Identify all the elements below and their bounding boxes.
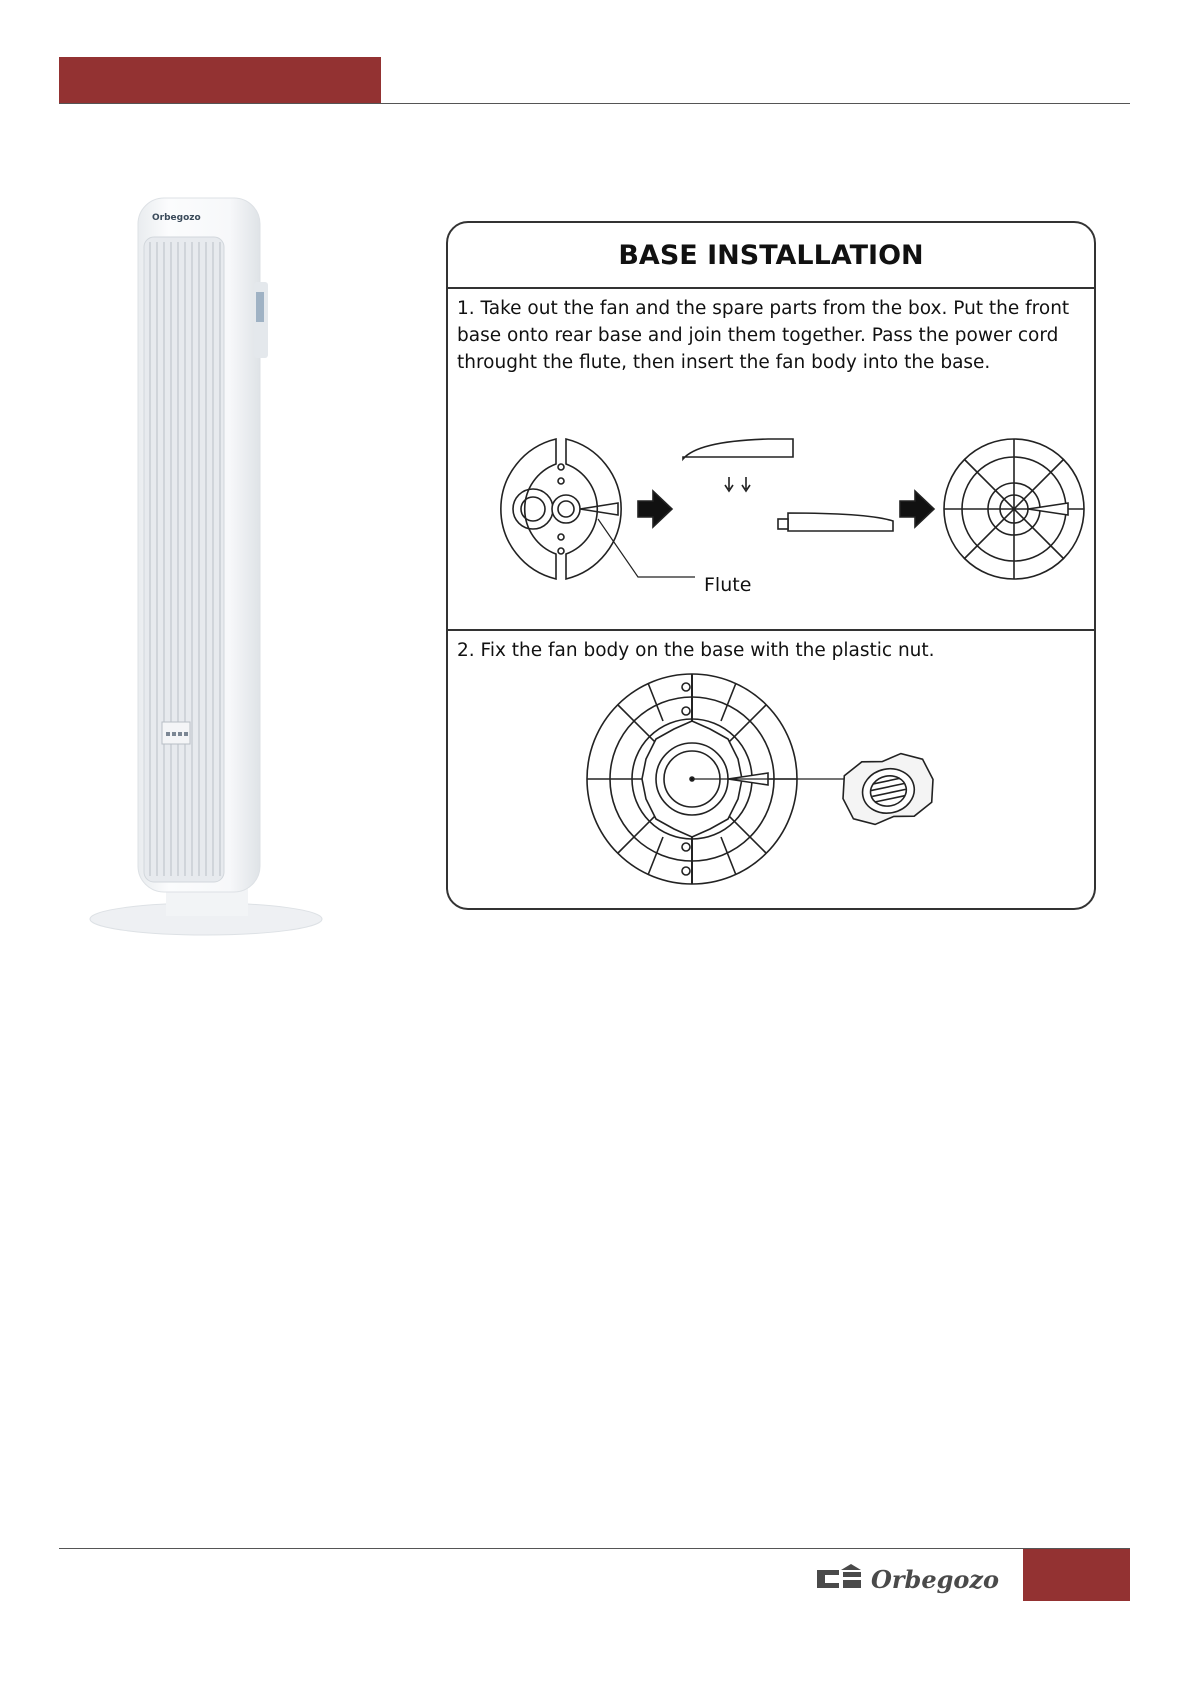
plastic-nut-diagram <box>448 669 1094 909</box>
tower-fan-image <box>82 192 352 938</box>
step-2-text: 2. Fix the fan body on the base with the plastic nut. <box>457 640 935 661</box>
flute-label: Flute <box>704 574 752 596</box>
footer-accent-bar <box>1023 1549 1130 1601</box>
base-installation-panel <box>446 221 1096 910</box>
brand-logo <box>815 1558 1010 1594</box>
installation-title: BASE INSTALLATION <box>448 223 1094 289</box>
base-assembly-diagram <box>448 429 1094 629</box>
svg-text:Orbegozo: Orbegozo <box>152 213 201 223</box>
footer-rule <box>59 1548 1130 1549</box>
header-rule <box>59 103 1130 104</box>
svg-text:Orbegozo: Orbegozo <box>871 1565 1000 1594</box>
step-1-section <box>448 289 1094 631</box>
step-2-section <box>448 631 1094 910</box>
step-1-text: 1. Take out the fan and the spare parts from the box. Put the front base onto rear base and join them together. Pass the power cord throught the flute, then insert the fan body into the base. <box>457 298 1070 373</box>
header-accent-bar <box>59 57 381 104</box>
